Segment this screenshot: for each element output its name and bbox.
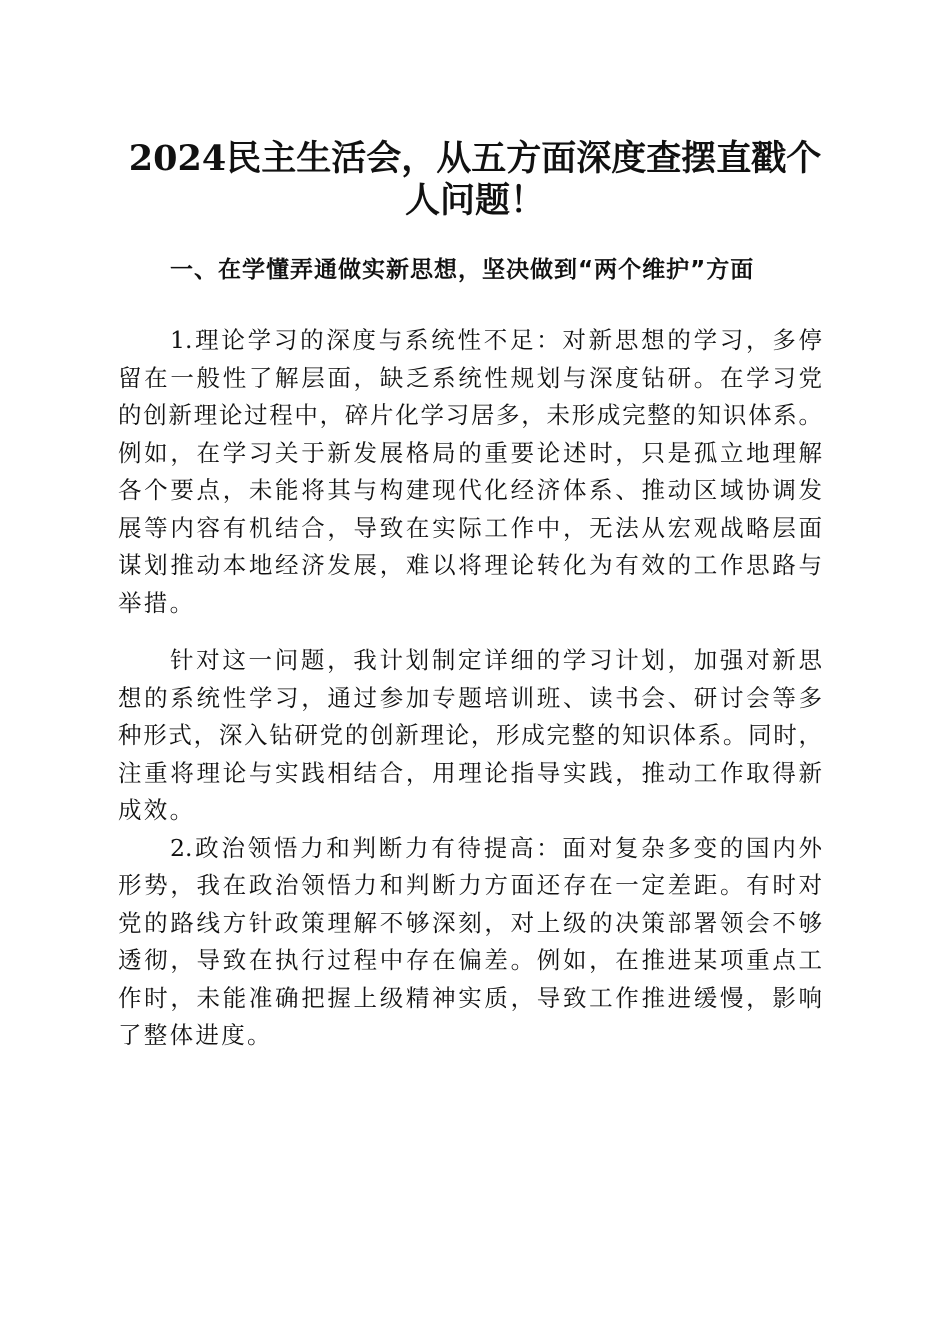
paragraph-line: 党的路线方针政策理解不够深刻，对上级的决策部署领会不够 <box>118 908 822 937</box>
paragraph <box>118 322 822 622</box>
title-line-1: 2024民主生活会，从五方面深度查摆直戳个 <box>128 138 822 179</box>
paragraph-line: 的创新理论过程中，碎片化学习居多，未形成完整的知识体系。 <box>118 401 822 429</box>
paragraph-line: 针对这一问题，我计划制定详细的学习计划，加强对新思 <box>170 646 822 674</box>
paragraph-line: 2.政治领悟力和判断力有待提高：面对复杂多变的国内外 <box>170 833 822 862</box>
document-title <box>118 138 832 222</box>
paragraph <box>118 642 822 830</box>
paragraph-line: 各个要点，未能将其与构建现代化经济体系、推动区域协调发 <box>118 476 822 504</box>
paragraph-line: 成效。 <box>118 796 196 824</box>
paragraph-line: 了整体进度。 <box>118 1021 273 1049</box>
paragraph-line: 留在一般性了解层面，缺乏系统性规划与深度钻研。在学习党 <box>118 363 822 392</box>
paragraph-line: 例如，在学习关于新发展格局的重要论述时，只是孤立地理解 <box>118 438 822 467</box>
paragraph-line: 种形式，深入钻研党的创新理论，形成完整的知识体系。同时， <box>118 721 822 749</box>
document-body <box>118 322 822 1055</box>
paragraph-line: 谋划推动本地经济发展，难以将理论转化为有效的工作思路与 <box>118 551 822 579</box>
paragraph <box>118 830 822 1055</box>
section-heading: 一、在学懂弄通做实新思想，坚决做到“两个维护”方面 <box>170 257 755 283</box>
paragraph-line: 展等内容有机结合，导致在实际工作中，无法从宏观战略层面 <box>118 513 822 542</box>
paragraph-line: 想的系统性学习，通过参加专题培训班、读书会、研讨会等多 <box>118 683 822 712</box>
paragraph-line: 举措。 <box>118 588 196 617</box>
paragraph-line: 透彻，导致在执行过程中存在偏差。例如，在推进某项重点工 <box>118 946 822 974</box>
paragraph-line: 1.理论学习的深度与系统性不足：对新思想的学习，多停 <box>170 326 822 354</box>
paragraph-line: 形势，我在政治领悟力和判断力方面还存在一定差距。有时对 <box>118 871 822 899</box>
paragraph-line: 作时，未能准确把握上级精神实质，导致工作推进缓慢，影响 <box>118 983 822 1012</box>
paragraph-line: 注重将理论与实践相结合，用理论指导实践，推动工作取得新 <box>118 758 822 787</box>
title-line-2: 人问题！ <box>404 180 545 221</box>
